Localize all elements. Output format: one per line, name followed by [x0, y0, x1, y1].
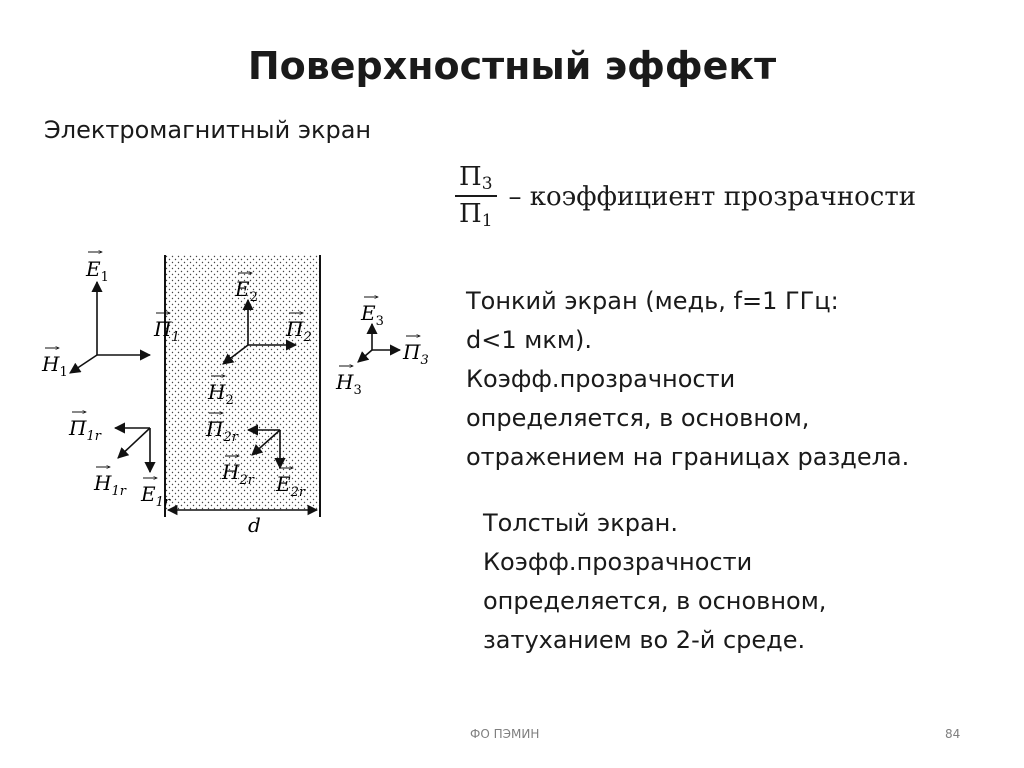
thin-screen-line: d<1 мкм). — [466, 326, 592, 354]
svg-text:E2r: $E_{2r}$ — [276, 472, 306, 500]
thin-screen-line: Коэфф.прозрачности — [466, 365, 736, 393]
incident-wave — [70, 282, 150, 373]
svg-text:E2: $E_2$ — [235, 277, 258, 305]
thin-screen-line: Тонкий экран (медь, f=1 ГГц: — [466, 287, 839, 315]
page-number: 84 — [945, 727, 961, 741]
label-H1 — [41, 348, 68, 380]
numerator-index: 3 — [481, 174, 493, 194]
transmitted-wave — [358, 324, 400, 362]
svg-text:П3: $П_3$ — [403, 340, 429, 368]
svg-text:H1r: $H_{1r}$ — [94, 471, 126, 499]
screen-diagram — [30, 240, 440, 540]
thickness-label: d — [248, 513, 261, 537]
svg-text:H3: $H_3$ — [336, 370, 362, 398]
svg-text:П2r: $П_{2r}$ — [206, 417, 238, 445]
formula-fraction — [455, 162, 497, 231]
svg-text:H2: $H_2$ — [208, 380, 234, 408]
transparency-formula — [455, 162, 916, 231]
formula-description: – коэффициент прозрачности — [508, 181, 917, 212]
denominator-index: 1 — [481, 211, 493, 231]
denominator-symbol: П — [459, 199, 482, 229]
slide-subtitle: Электромагнитный экран — [44, 116, 372, 144]
svg-text:H1: $H_1$ — [42, 352, 68, 380]
label-E3 — [360, 297, 384, 329]
label-H1r — [93, 467, 127, 499]
label-P3 — [402, 336, 429, 368]
formula-numerator — [455, 162, 497, 195]
reflected-wave — [115, 428, 150, 472]
thin-screen-line: определяется, в основном, — [466, 404, 810, 432]
svg-text:П1r: $П_{1r}$ — [69, 416, 101, 444]
thick-screen-line: Коэфф.прозрачности — [483, 548, 753, 576]
thick-screen-line: определяется, в основном, — [483, 587, 827, 615]
thick-screen-line: затуханием во 2-й среде. — [483, 626, 806, 654]
footer-text: ФО ПЭМИН — [470, 727, 540, 741]
label-H3 — [335, 366, 362, 398]
label-E1 — [85, 252, 109, 285]
thin-screen-text — [466, 282, 909, 477]
slide-title: Поверхностный эффект — [247, 44, 777, 88]
formula-denominator — [455, 195, 497, 231]
svg-text:E3: $E_3$ — [361, 301, 384, 329]
thick-screen-text — [483, 504, 826, 660]
thin-screen-line: отражением на границах раздела. — [466, 443, 910, 471]
thick-screen-line: Толстый экран. — [483, 509, 678, 537]
svg-text:П1: $П_1$ — [154, 317, 180, 345]
label-P1r — [68, 412, 102, 444]
svg-text:E1r: $E_{1r}$ — [141, 482, 171, 510]
svg-text:П2: $П_2$ — [286, 317, 312, 345]
svg-text:H2r: $H_{2r}$ — [222, 460, 254, 488]
svg-text:E1: $E_1$ — [86, 257, 109, 285]
numerator-symbol: П — [459, 162, 482, 192]
